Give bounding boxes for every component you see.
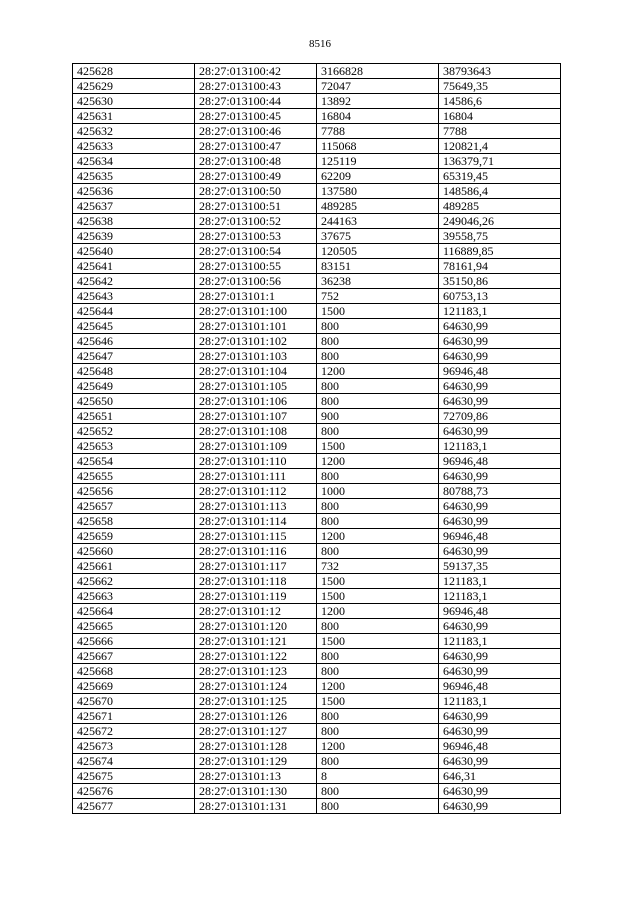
cadastral-value-cell: 64630,99 — [439, 394, 561, 409]
table-row — [73, 604, 561, 619]
row-number-cell: 425634 — [73, 154, 195, 169]
table-row — [73, 499, 561, 514]
cadastral-value-cell: 64630,99 — [439, 799, 561, 814]
table-row — [73, 559, 561, 574]
table-row — [73, 109, 561, 124]
area-cell: 800 — [317, 799, 439, 814]
cadastral-value-cell: 121183,1 — [439, 574, 561, 589]
table-row — [73, 229, 561, 244]
row-number-cell: 425668 — [73, 664, 195, 679]
table-row — [73, 664, 561, 679]
cadastral-number-cell: 28:27:013101:119 — [195, 589, 317, 604]
row-number-cell: 425647 — [73, 349, 195, 364]
cadastral-value-cell: 64630,99 — [439, 319, 561, 334]
area-cell: 900 — [317, 409, 439, 424]
area-cell: 800 — [317, 379, 439, 394]
area-cell: 800 — [317, 499, 439, 514]
cadastral-number-cell: 28:27:013100:56 — [195, 274, 317, 289]
cadastral-number-cell: 28:27:013101:123 — [195, 664, 317, 679]
cadastral-value-cell: 64630,99 — [439, 754, 561, 769]
table-row — [73, 334, 561, 349]
area-cell: 1000 — [317, 484, 439, 499]
cadastral-value-cell: 64630,99 — [439, 709, 561, 724]
row-number-cell: 425663 — [73, 589, 195, 604]
row-number-cell: 425646 — [73, 334, 195, 349]
cadastral-value-cell: 64630,99 — [439, 619, 561, 634]
table-row — [73, 484, 561, 499]
area-cell: 752 — [317, 289, 439, 304]
area-cell: 8 — [317, 769, 439, 784]
area-cell: 83151 — [317, 259, 439, 274]
row-number-cell: 425657 — [73, 499, 195, 514]
row-number-cell: 425631 — [73, 109, 195, 124]
table-row — [73, 619, 561, 634]
row-number-cell: 425640 — [73, 244, 195, 259]
table-row — [73, 769, 561, 784]
table-row — [73, 184, 561, 199]
table-row — [73, 799, 561, 814]
table-row — [73, 409, 561, 424]
table-row — [73, 214, 561, 229]
row-number-cell: 425641 — [73, 259, 195, 274]
cadastral-number-cell: 28:27:013101:127 — [195, 724, 317, 739]
cadastral-value-cell: 39558,75 — [439, 229, 561, 244]
cadastral-value-cell: 116889,85 — [439, 244, 561, 259]
table-row — [73, 94, 561, 109]
row-number-cell: 425635 — [73, 169, 195, 184]
table-row — [73, 154, 561, 169]
cadastral-number-cell: 28:27:013101:115 — [195, 529, 317, 544]
area-cell: 800 — [317, 784, 439, 799]
area-cell: 1500 — [317, 694, 439, 709]
table-row — [73, 304, 561, 319]
area-cell: 1200 — [317, 604, 439, 619]
cadastral-value-cell: 38793643 — [439, 64, 561, 79]
cadastral-value-cell: 489285 — [439, 199, 561, 214]
cadastral-number-cell: 28:27:013101:114 — [195, 514, 317, 529]
area-cell: 3166828 — [317, 64, 439, 79]
table-row — [73, 139, 561, 154]
area-cell: 800 — [317, 319, 439, 334]
cadastral-value-cell: 64630,99 — [439, 424, 561, 439]
cadastral-value-cell: 121183,1 — [439, 589, 561, 604]
cadastral-number-cell: 28:27:013100:44 — [195, 94, 317, 109]
row-number-cell: 425655 — [73, 469, 195, 484]
row-number-cell: 425673 — [73, 739, 195, 754]
cadastral-value-cell: 60753,13 — [439, 289, 561, 304]
table-row — [73, 289, 561, 304]
cadastral-number-cell: 28:27:013100:55 — [195, 259, 317, 274]
table-row — [73, 469, 561, 484]
area-cell: 137580 — [317, 184, 439, 199]
table-row — [73, 379, 561, 394]
area-cell: 7788 — [317, 124, 439, 139]
cadastral-value-cell: 120821,4 — [439, 139, 561, 154]
cadastral-number-cell: 28:27:013101:128 — [195, 739, 317, 754]
cadastral-number-cell: 28:27:013100:45 — [195, 109, 317, 124]
area-cell: 800 — [317, 619, 439, 634]
row-number-cell: 425648 — [73, 364, 195, 379]
table-row — [73, 529, 561, 544]
table-row — [73, 724, 561, 739]
cadastral-number-cell: 28:27:013101:109 — [195, 439, 317, 454]
area-cell: 800 — [317, 424, 439, 439]
area-cell: 1200 — [317, 529, 439, 544]
row-number-cell: 425674 — [73, 754, 195, 769]
table-row — [73, 784, 561, 799]
area-cell: 37675 — [317, 229, 439, 244]
row-number-cell: 425644 — [73, 304, 195, 319]
cadastral-number-cell: 28:27:013101:131 — [195, 799, 317, 814]
row-number-cell: 425639 — [73, 229, 195, 244]
cadastral-number-cell: 28:27:013100:51 — [195, 199, 317, 214]
cadastral-number-cell: 28:27:013101:1 — [195, 289, 317, 304]
row-number-cell: 425672 — [73, 724, 195, 739]
cadastral-number-cell: 28:27:013100:47 — [195, 139, 317, 154]
cadastral-number-cell: 28:27:013101:101 — [195, 319, 317, 334]
cadastral-value-cell: 96946,48 — [439, 454, 561, 469]
row-number-cell: 425630 — [73, 94, 195, 109]
table-row — [73, 649, 561, 664]
row-number-cell: 425669 — [73, 679, 195, 694]
cadastral-value-cell: 80788,73 — [439, 484, 561, 499]
row-number-cell: 425645 — [73, 319, 195, 334]
area-cell: 16804 — [317, 109, 439, 124]
row-number-cell: 425628 — [73, 64, 195, 79]
cadastral-number-cell: 28:27:013101:111 — [195, 469, 317, 484]
cadastral-value-table — [72, 63, 561, 814]
cadastral-value-cell: 59137,35 — [439, 559, 561, 574]
row-number-cell: 425636 — [73, 184, 195, 199]
row-number-cell: 425629 — [73, 79, 195, 94]
area-cell: 800 — [317, 754, 439, 769]
cadastral-value-cell: 249046,26 — [439, 214, 561, 229]
area-cell: 1200 — [317, 739, 439, 754]
cadastral-number-cell: 28:27:013101:104 — [195, 364, 317, 379]
table-body — [73, 64, 561, 814]
cadastral-value-cell: 121183,1 — [439, 304, 561, 319]
cadastral-value-cell: 96946,48 — [439, 604, 561, 619]
area-cell: 489285 — [317, 199, 439, 214]
table-row — [73, 274, 561, 289]
cadastral-number-cell: 28:27:013100:48 — [195, 154, 317, 169]
cadastral-number-cell: 28:27:013101:102 — [195, 334, 317, 349]
area-cell: 800 — [317, 514, 439, 529]
cadastral-value-cell: 64630,99 — [439, 514, 561, 529]
table-row — [73, 574, 561, 589]
cadastral-value-cell: 96946,48 — [439, 739, 561, 754]
cadastral-value-cell: 78161,94 — [439, 259, 561, 274]
cadastral-number-cell: 28:27:013101:100 — [195, 304, 317, 319]
cadastral-value-cell: 35150,86 — [439, 274, 561, 289]
cadastral-value-cell: 121183,1 — [439, 439, 561, 454]
row-number-cell: 425637 — [73, 199, 195, 214]
cadastral-value-cell: 64630,99 — [439, 499, 561, 514]
cadastral-value-cell: 121183,1 — [439, 634, 561, 649]
row-number-cell: 425670 — [73, 694, 195, 709]
area-cell: 800 — [317, 664, 439, 679]
area-cell: 800 — [317, 649, 439, 664]
cadastral-value-cell: 64630,99 — [439, 649, 561, 664]
table-row — [73, 694, 561, 709]
area-cell: 800 — [317, 349, 439, 364]
cadastral-number-cell: 28:27:013101:117 — [195, 559, 317, 574]
cadastral-number-cell: 28:27:013101:12 — [195, 604, 317, 619]
cadastral-value-cell: 64630,99 — [439, 469, 561, 484]
area-cell: 1500 — [317, 574, 439, 589]
table-row — [73, 709, 561, 724]
area-cell: 36238 — [317, 274, 439, 289]
cadastral-number-cell: 28:27:013100:43 — [195, 79, 317, 94]
cadastral-value-cell: 148586,4 — [439, 184, 561, 199]
table-row — [73, 244, 561, 259]
row-number-cell: 425650 — [73, 394, 195, 409]
cadastral-number-cell: 28:27:013101:105 — [195, 379, 317, 394]
cadastral-number-cell: 28:27:013101:108 — [195, 424, 317, 439]
cadastral-number-cell: 28:27:013101:116 — [195, 544, 317, 559]
area-cell: 244163 — [317, 214, 439, 229]
row-number-cell: 425654 — [73, 454, 195, 469]
row-number-cell: 425666 — [73, 634, 195, 649]
table-row — [73, 394, 561, 409]
row-number-cell: 425664 — [73, 604, 195, 619]
cadastral-number-cell: 28:27:013101:110 — [195, 454, 317, 469]
row-number-cell: 425638 — [73, 214, 195, 229]
cadastral-value-cell: 64630,99 — [439, 334, 561, 349]
cadastral-value-cell: 96946,48 — [439, 529, 561, 544]
cadastral-number-cell: 28:27:013100:54 — [195, 244, 317, 259]
table-row — [73, 454, 561, 469]
cadastral-number-cell: 28:27:013101:118 — [195, 574, 317, 589]
table-row — [73, 589, 561, 604]
row-number-cell: 425676 — [73, 784, 195, 799]
area-cell: 120505 — [317, 244, 439, 259]
row-number-cell: 425651 — [73, 409, 195, 424]
row-number-cell: 425677 — [73, 799, 195, 814]
row-number-cell: 425661 — [73, 559, 195, 574]
table-row — [73, 169, 561, 184]
cadastral-number-cell: 28:27:013101:112 — [195, 484, 317, 499]
cadastral-value-cell: 96946,48 — [439, 679, 561, 694]
area-cell: 1500 — [317, 634, 439, 649]
cadastral-value-cell: 16804 — [439, 109, 561, 124]
cadastral-number-cell: 28:27:013100:53 — [195, 229, 317, 244]
cadastral-value-cell: 136379,71 — [439, 154, 561, 169]
cadastral-number-cell: 28:27:013101:124 — [195, 679, 317, 694]
area-cell: 800 — [317, 709, 439, 724]
cadastral-value-cell: 96946,48 — [439, 364, 561, 379]
cadastral-value-cell: 7788 — [439, 124, 561, 139]
area-cell: 800 — [317, 544, 439, 559]
table-row — [73, 544, 561, 559]
row-number-cell: 425642 — [73, 274, 195, 289]
cadastral-value-cell: 64630,99 — [439, 544, 561, 559]
area-cell: 1500 — [317, 439, 439, 454]
area-cell: 115068 — [317, 139, 439, 154]
cadastral-number-cell: 28:27:013101:13 — [195, 769, 317, 784]
table-row — [73, 364, 561, 379]
cadastral-value-cell: 72709,86 — [439, 409, 561, 424]
area-cell: 1500 — [317, 304, 439, 319]
row-number-cell: 425662 — [73, 574, 195, 589]
table-row — [73, 124, 561, 139]
cadastral-number-cell: 28:27:013101:113 — [195, 499, 317, 514]
table-row — [73, 634, 561, 649]
area-cell: 62209 — [317, 169, 439, 184]
row-number-cell: 425656 — [73, 484, 195, 499]
row-number-cell: 425665 — [73, 619, 195, 634]
area-cell: 732 — [317, 559, 439, 574]
row-number-cell: 425659 — [73, 529, 195, 544]
table-row — [73, 424, 561, 439]
cadastral-number-cell: 28:27:013100:49 — [195, 169, 317, 184]
area-cell: 1200 — [317, 364, 439, 379]
row-number-cell: 425675 — [73, 769, 195, 784]
row-number-cell: 425667 — [73, 649, 195, 664]
row-number-cell: 425652 — [73, 424, 195, 439]
area-cell: 800 — [317, 394, 439, 409]
cadastral-value-cell: 64630,99 — [439, 724, 561, 739]
table-row — [73, 259, 561, 274]
table-row — [73, 439, 561, 454]
cadastral-value-cell: 64630,99 — [439, 664, 561, 679]
cadastral-number-cell: 28:27:013101:130 — [195, 784, 317, 799]
area-cell: 13892 — [317, 94, 439, 109]
cadastral-number-cell: 28:27:013101:103 — [195, 349, 317, 364]
cadastral-value-cell: 65319,45 — [439, 169, 561, 184]
area-cell: 125119 — [317, 154, 439, 169]
table-row — [73, 79, 561, 94]
row-number-cell: 425649 — [73, 379, 195, 394]
table-row — [73, 514, 561, 529]
table-row — [73, 349, 561, 364]
cadastral-value-cell: 75649,35 — [439, 79, 561, 94]
cadastral-number-cell: 28:27:013101:106 — [195, 394, 317, 409]
cadastral-number-cell: 28:27:013100:46 — [195, 124, 317, 139]
row-number-cell: 425660 — [73, 544, 195, 559]
cadastral-number-cell: 28:27:013101:129 — [195, 754, 317, 769]
area-cell: 800 — [317, 724, 439, 739]
cadastral-number-cell: 28:27:013101:120 — [195, 619, 317, 634]
cadastral-number-cell: 28:27:013101:121 — [195, 634, 317, 649]
table-row — [73, 199, 561, 214]
row-number-cell: 425632 — [73, 124, 195, 139]
cadastral-value-cell: 646,31 — [439, 769, 561, 784]
table-row — [73, 679, 561, 694]
table-row — [73, 64, 561, 79]
row-number-cell: 425671 — [73, 709, 195, 724]
cadastral-value-cell: 14586,6 — [439, 94, 561, 109]
row-number-cell: 425633 — [73, 139, 195, 154]
area-cell: 800 — [317, 334, 439, 349]
area-cell: 800 — [317, 469, 439, 484]
cadastral-number-cell: 28:27:013100:42 — [195, 64, 317, 79]
row-number-cell: 425658 — [73, 514, 195, 529]
cadastral-value-cell: 64630,99 — [439, 379, 561, 394]
area-cell: 1500 — [317, 589, 439, 604]
area-cell: 1200 — [317, 454, 439, 469]
cadastral-number-cell: 28:27:013101:107 — [195, 409, 317, 424]
area-cell: 1200 — [317, 679, 439, 694]
cadastral-number-cell: 28:27:013101:125 — [195, 694, 317, 709]
cadastral-number-cell: 28:27:013100:52 — [195, 214, 317, 229]
row-number-cell: 425643 — [73, 289, 195, 304]
cadastral-value-cell: 121183,1 — [439, 694, 561, 709]
page-number: 8516 — [309, 38, 331, 50]
table-row — [73, 319, 561, 334]
cadastral-number-cell: 28:27:013100:50 — [195, 184, 317, 199]
table-row — [73, 739, 561, 754]
row-number-cell: 425653 — [73, 439, 195, 454]
cadastral-number-cell: 28:27:013101:126 — [195, 709, 317, 724]
area-cell: 72047 — [317, 79, 439, 94]
table-row — [73, 754, 561, 769]
cadastral-value-cell: 64630,99 — [439, 784, 561, 799]
cadastral-value-cell: 64630,99 — [439, 349, 561, 364]
cadastral-number-cell: 28:27:013101:122 — [195, 649, 317, 664]
